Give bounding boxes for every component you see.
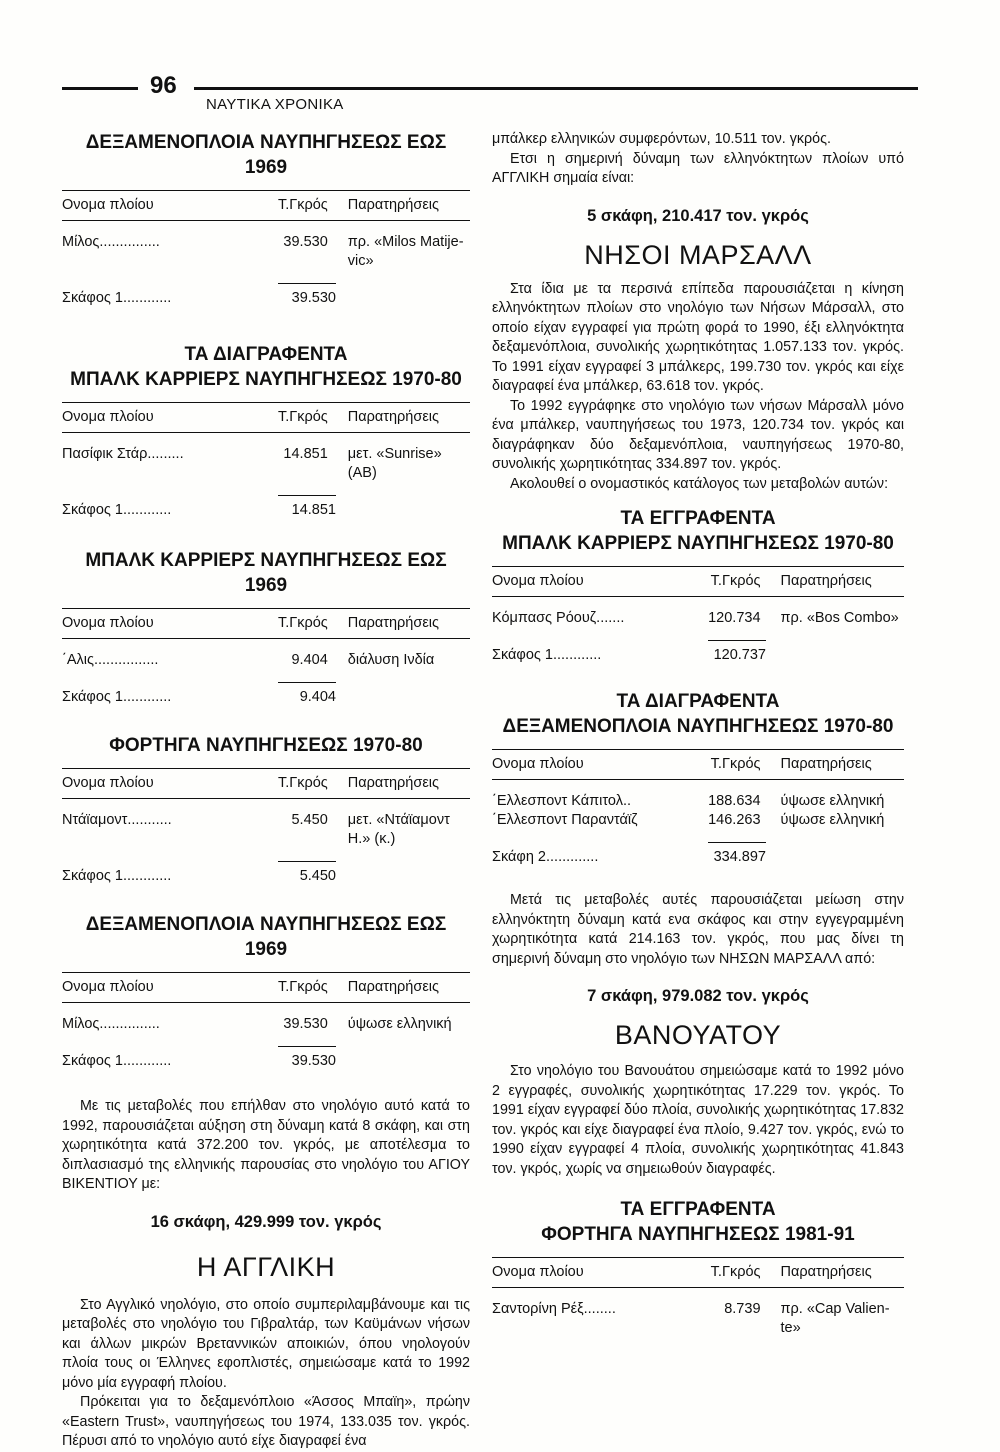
country-heading: ΝΗΣΟΙ ΜΑΡΣΑΛΛ: [584, 239, 812, 270]
table-total: [62, 1046, 470, 1069]
ship-tonnage: 5.450: [291, 812, 328, 828]
paragraph: Με τις μεταβολές που επήλθαν στο νηολόγιο αυτό κατά το 1992, παρουσιάζεται αύξηση στη δύναμη κατά 8 σκάφη, και στη χωρητικότητα κατά 372.200 τον. γκρός, με αποτέλεσμα το διπλασιασμό της ελληνικής παρουσίας στο νηολόγιο του ΑΓΙΟΥ ΒΙΚΕΝΤΙΟΥ με:: [62, 1098, 470, 1192]
ship-table: [492, 1257, 904, 1338]
table-row: [62, 639, 470, 670]
left-column: [62, 130, 470, 1452]
ship-notes: μετ. «Ντάϊαμοντ Η.» (κ.): [347, 812, 450, 847]
col-header-name: Ονομα πλοίου: [492, 573, 584, 589]
table-header: [62, 402, 470, 433]
ship-notes: ύψωσε ελληνική: [780, 793, 885, 809]
ship-table: [62, 608, 470, 705]
ship-notes: πρ. «Cap Valien-te»: [780, 1301, 890, 1336]
col-header-notes: Παρατηρήσεις: [347, 775, 439, 791]
total-label: Σκάφος 1............: [62, 502, 172, 518]
table-row: [492, 811, 904, 830]
ship-notes: πρ. «Milos Matije-vic»: [347, 234, 464, 269]
ship-table: [492, 566, 904, 663]
table-header: [62, 972, 470, 1003]
table-row: [492, 780, 904, 811]
page-number: 96: [150, 72, 177, 99]
col-header-notes: Παρατηρήσεις: [347, 979, 439, 995]
country-heading: ΒΑΝΟΥΑΤΟΥ: [614, 1020, 782, 1050]
country-heading: Η ΑΓΓΛΙΚΗ: [196, 1251, 336, 1282]
total-label: Σκάφος 1............: [62, 290, 172, 306]
col-header-tonnage: Τ.Γκρός: [277, 615, 328, 631]
total-label: Σκάφος 1............: [62, 868, 172, 884]
table-total: [62, 861, 470, 884]
section-title: ΤΑ ΔΙΑΓΡΑΦΕΝΤΑ: [184, 344, 348, 365]
section-subtitle: ΦΟΡΤΗΓΑ ΝΑΥΠΗΓΗΣΕΩΣ 1981-91: [541, 1224, 855, 1245]
ship-name: Κόμπασς Ρόουζ.......: [492, 610, 625, 626]
col-header-tonnage: Τ.Γκρός: [710, 1264, 761, 1280]
ship-tonnage: 8.739: [724, 1301, 761, 1317]
table-total: [62, 682, 470, 705]
table-header: [492, 566, 904, 597]
total-label: Σκάφη 2.............: [492, 849, 599, 865]
section-title: ΔΕΞΑΜΕΝΟΠΛΟΙΑ ΝΑΥΠΗΓΗΣΕΩΣ ΕΩΣ 1969: [85, 914, 447, 960]
table-header: [62, 190, 470, 221]
col-header-tonnage: Τ.Γκρός: [710, 756, 761, 772]
ship-name: Μίλος...............: [62, 1016, 160, 1032]
ship-tonnage: 39.530: [283, 1016, 328, 1032]
col-header-tonnage: Τ.Γκρός: [277, 775, 328, 791]
total-label: Σκάφος 1............: [62, 689, 172, 705]
col-header-tonnage: Τ.Γκρός: [710, 573, 761, 589]
section-subtitle: ΜΠΑΛΚ ΚΑΡΡΙΕΡΣ ΝΑΥΠΗΓΗΣΕΩΣ 1970-80: [502, 533, 894, 554]
paragraph: Στο νηολόγιο του Βανουάτου σημειώσαμε κατά το 1992 μόνο 2 εγγραφές, συνολικής χωρητικότητας 17.229 τον. γκρός. Το 1991 είχαν εγγραφεί δύο πλοία, συνολικής χωρητικότητας 17.832 τον. γκρός και είχε διαγραφεί ένα πλοίο, 9.427 τον. γκρός, ενώ το 1990 είχαν εγγραφεί 4 πλοία, συνολικής χωρητικότητας 41.843 τον. γκρός, χωρίς να σημειωθούν διαγραφές.: [492, 1063, 904, 1177]
table-header: [492, 1257, 904, 1288]
section-title: ΔΕΞΑΜΕΝΟΠΛΟΙΑ ΝΑΥΠΗΓΗΣΕΩΣ ΕΩΣ 1969: [85, 132, 447, 178]
paragraph: Ετσι η σημερινή δύναμη των ελληνόκτητων πλοίων υπό ΑΓΓΛΙΚΗ σημαία είναι:: [492, 150, 904, 186]
ship-notes: ύψωσε ελληνική: [347, 1016, 452, 1032]
section-title: ΤΑ ΕΓΓΡΑΦΕΝΤΑ: [620, 1199, 776, 1220]
col-header-notes: Παρατηρήσεις: [347, 615, 439, 631]
table-total: [62, 495, 470, 518]
paragraph: Πρόκειται για το δεξαμενόπλοιο «Άσσος Μπαϊη», πρώην «Eastern Trust», ναυπηγήσεως του 1974, 133.035 τον. γκρός. Πέρυσι από το νηολόγιο αυτό είχε διαγραφεί ένα: [62, 1394, 470, 1449]
paragraph: Μετά τις μεταβολές αυτές παρουσιάζεται μείωση στην ελληνόκτητη δύναμη κατά ενα σκάφος και στην εγγεγραμμένη χωρητικότητα κατά 214.163 τον. γκρός, που μας δίνει τη σημερινή δύναμη στο νηολόγιο των ΝΗΣΩΝ ΜΑΡΣΑΛΛ από:: [492, 892, 904, 967]
table-header: [62, 608, 470, 639]
table-row: [492, 1288, 904, 1338]
ship-name: Ντάϊαμοντ...........: [62, 812, 172, 828]
ship-table: [492, 749, 904, 865]
total-value: 14.851: [278, 495, 336, 518]
ship-name: Σαντορίνη Ρέξ........: [492, 1301, 616, 1317]
ship-tonnage: 188.634: [708, 793, 761, 809]
section-subtitle: ΔΕΞΑΜΕΝΟΠΛΟΙΑ ΝΑΥΠΗΓΗΣΕΩΣ 1970-80: [502, 716, 894, 737]
ship-name: ΄Ελλεσποντ Παραντάϊζ: [492, 812, 638, 828]
col-header-tonnage: Τ.Γκρός: [277, 979, 328, 995]
total-value: 334.897: [708, 842, 766, 865]
total-value: 39.530: [278, 283, 336, 306]
section-title: ΜΠΑΛΚ ΚΑΡΡΙΕΡΣ ΝΑΥΠΗΓΗΣΕΩΣ ΕΩΣ 1969: [85, 550, 447, 596]
table-row: [62, 433, 470, 483]
header-rule-right: [194, 87, 918, 90]
table-row: [62, 221, 470, 271]
total-value: 39.530: [278, 1046, 336, 1069]
col-header-name: Ονομα πλοίου: [62, 409, 154, 425]
col-header-name: Ονομα πλοίου: [62, 775, 154, 791]
table-total: [62, 283, 470, 306]
ship-tonnage: 39.530: [283, 234, 328, 250]
col-header-name: Ονομα πλοίου: [492, 756, 584, 772]
header-rule-left: [62, 87, 138, 90]
total-value: 5.450: [278, 861, 336, 884]
col-header-tonnage: Τ.Γκρός: [277, 409, 328, 425]
ship-name: Πασίφικ Στάρ.........: [62, 446, 184, 462]
ship-name: ΄Αλις................: [62, 652, 159, 668]
page-header: [62, 70, 918, 120]
ship-notes: πρ. «Bos Combo»: [780, 610, 899, 626]
paragraph: Στο Αγγλικό νηολόγιο, στο οποίο συμπεριλαμβάνουμε και τις μεταβολές στο νηολόγιο του Γιβραλτάρ, των Καϋμάνων νήσων και άλλων μικρών Βρεταννικών αποικιών, όπου νηολογούν πλοία τους οι Έλληνες εφοπλιστές, σημειώσαμε κατά το 1992 μόνο μία εγγραφή πλοίου.: [62, 1296, 470, 1391]
paragraph: Στα ίδια με τα περσινά επίπεδα παρουσιάζεται η κίνηση ελληνόκτητων πλοίων στο νηολόγιο των Νήσων Μάρσαλλ, στο οποίο είχαν εγγραφεί για πρώτη φορά το 1990, έξι ελληνόκτητα δεξαμενόπλοια, συνολικής χωρητικότητας 1.057.133 τον. γκρός. Το 1991 είχαν εγγραφεί 3 μπάλκερς, 199.730 τον. γκρός και είχε διαγραφεί ένα μπάλκερ, 63.618 τον. γκρός.: [492, 280, 904, 394]
section-title: ΤΑ ΔΙΑΓΡΑΦΕΝΤΑ: [616, 691, 780, 712]
paragraph: μπάλκερ ελληνικών συμφερόντων, 10.511 τον. γκρός.: [492, 131, 831, 147]
col-header-name: Ονομα πλοίου: [62, 979, 154, 995]
ship-notes: διάλυση Ινδία: [347, 652, 435, 668]
table-row: [62, 1003, 470, 1034]
fleet-summary: 5 σκάφη, 210.417 τον. γκρός: [587, 206, 809, 225]
total-value: 120.737: [708, 640, 766, 663]
total-label: Σκάφος 1............: [492, 647, 602, 663]
col-header-notes: Παρατηρήσεις: [347, 197, 439, 213]
total-label: Σκάφος 1............: [62, 1053, 172, 1069]
table-header: [492, 749, 904, 780]
table-header: [62, 768, 470, 799]
paragraph: Ακολουθεί ο ονομαστικός κατάλογος των μεταβολών αυτών:: [510, 475, 889, 492]
paragraph: Το 1992 εγγράφηκε στο νηολόγιο των νήσων Μάρσαλλ μόνο ένα μπάλκερ, ναυπηγήσεως του 1973, 120.734 τον. γκρός και διαγράφηκαν δύο δεξαμενόπλοια, ναυπηγήσεως 1970-80, συνολικής χωρητικότητας 334.897 τον. γκρός.: [492, 397, 904, 472]
ship-table: [62, 402, 470, 518]
col-header-notes: Παρατηρήσεις: [347, 409, 439, 425]
ship-tonnage: 120.734: [708, 610, 761, 626]
col-header-name: Ονομα πλοίου: [62, 197, 154, 213]
publication-title: ΝΑΥΤΙΚΑ ΧΡΟΝΙΚΑ: [206, 96, 344, 113]
ship-tonnage: 146.263: [708, 812, 761, 828]
table-row: [492, 597, 904, 628]
col-header-tonnage: Τ.Γκρός: [277, 197, 328, 213]
col-header-name: Ονομα πλοίου: [62, 615, 154, 631]
ship-tonnage: 14.851: [283, 446, 328, 462]
table-total: [492, 640, 904, 663]
ship-table: [62, 972, 470, 1069]
ship-tonnage: 9.404: [291, 652, 328, 668]
fleet-summary: 7 σκάφη, 979.082 τον. γκρός: [587, 987, 809, 1005]
col-header-notes: Παρατηρήσεις: [780, 1264, 872, 1280]
table-total: [492, 842, 904, 865]
section-title: ΦΟΡΤΗΓΑ ΝΑΥΠΗΓΗΣΕΩΣ 1970-80: [109, 735, 423, 756]
ship-table: [62, 190, 470, 306]
ship-name: Μίλος...............: [62, 234, 160, 250]
section-title: ΤΑ ΕΓΓΡΑΦΕΝΤΑ: [620, 508, 776, 529]
col-header-name: Ονομα πλοίου: [492, 1264, 584, 1280]
total-value: 9.404: [278, 682, 336, 705]
section-subtitle: ΜΠΑΛΚ ΚΑΡΡΙΕΡΣ ΝΑΥΠΗΓΗΣΕΩΣ 1970-80: [70, 369, 462, 390]
ship-name: ΄Ελλεσποντ Κάπιτολ..: [492, 793, 632, 809]
col-header-notes: Παρατηρήσεις: [780, 756, 872, 772]
ship-table: [62, 768, 470, 884]
ship-notes: ύψωσε ελληνική: [780, 812, 885, 828]
col-header-notes: Παρατηρήσεις: [780, 573, 872, 589]
ship-notes: μετ. «Sunrise» (AB): [347, 446, 442, 481]
fleet-summary: 16 σκάφη, 429.999 τον. γκρός: [150, 1212, 382, 1231]
right-column: [492, 130, 904, 1338]
table-row: [62, 799, 470, 849]
